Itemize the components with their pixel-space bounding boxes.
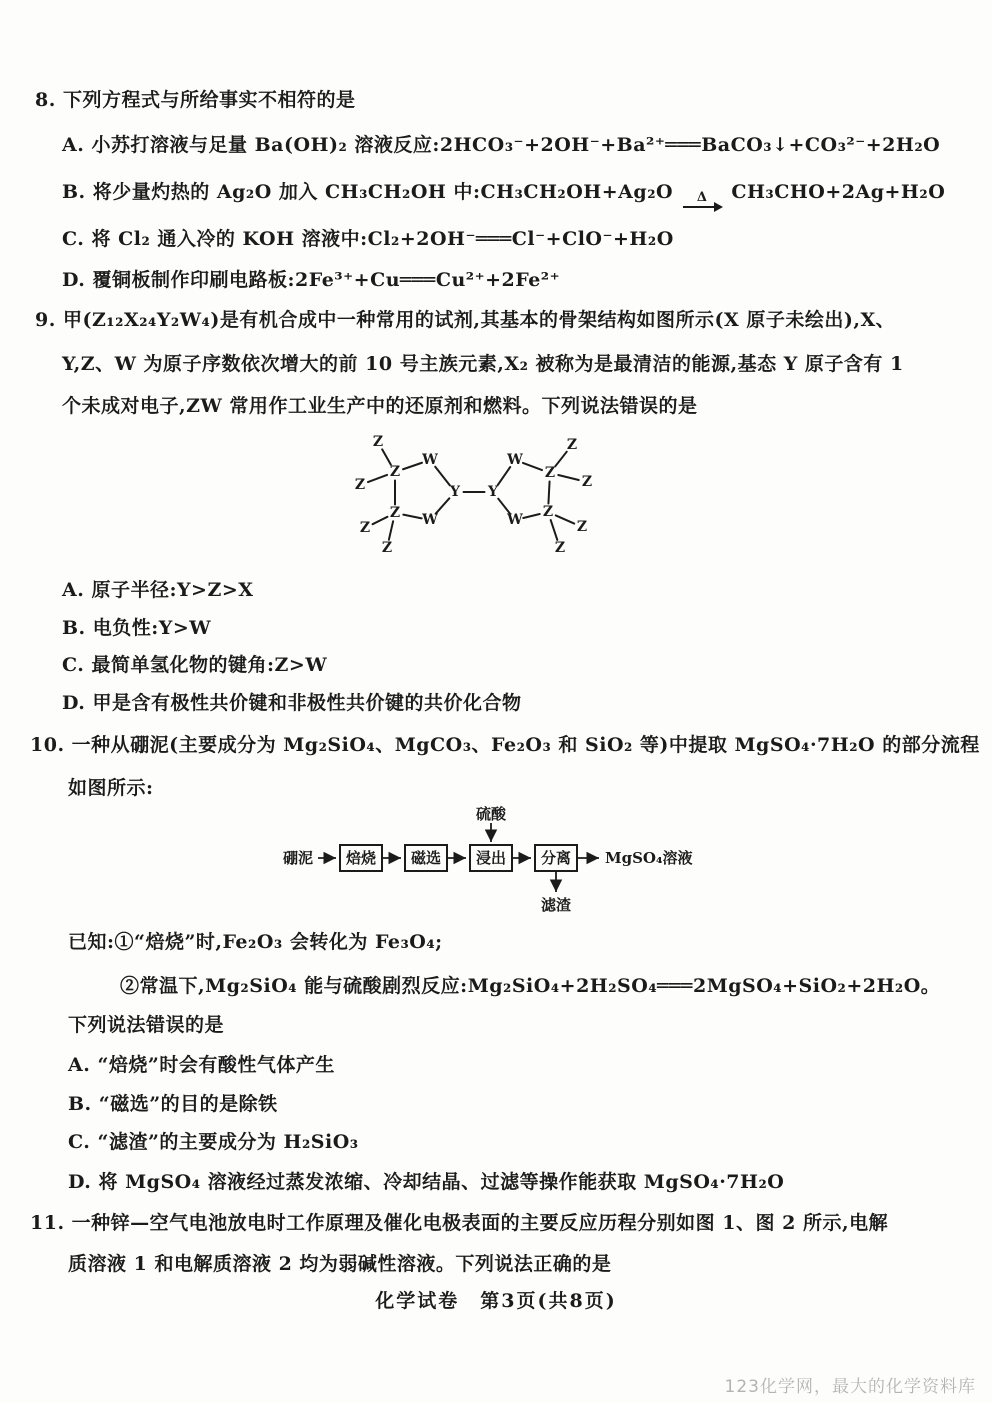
bond-line [498, 467, 510, 485]
bond-line [373, 517, 388, 524]
bond-line [389, 521, 393, 539]
atom-label: W [507, 452, 523, 468]
bond-line [403, 515, 421, 519]
q10-stem: 下列说法错误的是 [68, 1014, 225, 1036]
q10-line2: 如图所示: [68, 777, 154, 799]
flow-source-label: 硼泥 [282, 849, 314, 867]
atom-label: Z [554, 540, 566, 556]
q10-line1: 10. 一种从硼泥(主要成分为 Mg₂SiO₄、MgCO₃、Fe₂O₃ 和 SiO₂ 等)中提取 MgSO₄·7H₂O 的部分流程 [30, 734, 980, 756]
q8-option-d: D. 覆铜板制作印刷电路板:2Fe³⁺+Cu═══Cu²⁺+2Fe²⁺ [62, 269, 561, 291]
bond-line [435, 467, 450, 486]
q10-option-c: C. “滤渣”的主要成分为 H₂SiO₃ [68, 1131, 359, 1153]
q10-option-d: D. 将 MgSO₄ 溶液经过蒸发浓缩、冷却结晶、过滤等操作能获取 MgSO₄·7H₂O [68, 1171, 785, 1193]
q8-title: 8. 下列方程式与所给事实不相符的是 [35, 89, 356, 111]
q9-line1: 9. 甲(Z₁₂X₂₄Y₂W₄)是有机合成中一种常用的试剂,其基本的骨架结构如图所示(X 原子未绘出),X、 [35, 309, 896, 331]
delta-symbol: Δ [696, 190, 708, 205]
bond-line [556, 515, 574, 523]
atom-label: Z [576, 519, 588, 535]
atom-label: W [422, 512, 438, 528]
flow-bottom-output-label: 滤渣 [540, 896, 572, 914]
q8-option-b-pre: B. 将少量灼热的 Ag₂O 加入 CH₃CH₂OH 中:CH₃CH₂OH+Ag₂O [62, 181, 674, 203]
q9-line3: 个未成对电子,ZW 常用作工业生产中的还原剂和燃料。下列说法错误的是 [62, 395, 698, 417]
atom-label: Z [389, 464, 401, 480]
atom-label: Z [544, 465, 556, 481]
atom-label: Z [389, 505, 401, 521]
q9-option-a: A. 原子半径:Y>Z>X [62, 579, 254, 601]
arrow-shaft [683, 206, 721, 208]
bond-line [548, 481, 549, 503]
q10-known1: 已知:①“焙烧”时,Fe₂O₃ 会转化为 Fe₃O₄; [68, 931, 443, 953]
atom-label: Z [372, 434, 384, 450]
flow-product-label: MgSO₄溶液 [605, 849, 693, 867]
flow-box-separation-label: 分离 [540, 849, 572, 867]
flow-box-magnetic-separation-label: 磁选 [410, 849, 442, 867]
atom-label: Z [359, 520, 371, 536]
q11-line1: 11. 一种锌—空气电池放电时工作原理及催化电极表面的主要反应历程分别如图 1、图 2 所示,电解 [30, 1212, 889, 1234]
bond-line [555, 452, 566, 467]
flow-box-leaching-label: 浸出 [475, 849, 507, 867]
delta-reaction-arrow [683, 192, 721, 208]
bond-line [382, 449, 391, 464]
atom-label: Z [542, 504, 554, 520]
watermark: 123化学网，最大的化学资料库 [724, 1377, 976, 1397]
q8-option-a: A. 小苏打溶液与足量 Ba(OH)₂ 溶液反应:2HCO₃⁻+2OH⁻+Ba²⁺═══BaCO₃↓+CO₃²⁻+2H₂O [62, 134, 941, 156]
atom-label: Z [354, 477, 366, 493]
bond-line [368, 475, 387, 482]
atom-label: W [422, 452, 438, 468]
q10-option-a: A. “焙烧”时会有酸性气体产生 [68, 1054, 335, 1076]
process-flow-diagram [256, 800, 716, 918]
q10-option-b: B. “磁选”的目的是除铁 [68, 1093, 278, 1115]
q9-option-c: C. 最简单氢化物的键角:Z>W [62, 654, 328, 676]
q9-line2: Y,Z、W 为原子序数依次增大的前 10 号主族元素,X₂ 被称为是最清洁的能源,基态 Y 原子含有 1 [62, 353, 904, 375]
atom-label: Z [381, 540, 393, 556]
q11-line2: 质溶液 1 和电解质溶液 2 均为弱碱性溶液。下列说法正确的是 [68, 1253, 612, 1275]
bond-line [558, 475, 578, 480]
bond-line [403, 463, 422, 469]
q9-option-d: D. 甲是含有极性共价键和非极性共价键的共价化合物 [62, 692, 522, 714]
bond-line [551, 520, 558, 540]
page-footer: 化学试卷 第3页(共8页) [375, 1290, 617, 1312]
molecule-skeleton-figure [330, 432, 630, 572]
q8-option-b [62, 180, 945, 208]
atom-label: Y [450, 484, 460, 500]
bond-line [523, 463, 542, 470]
bond-line [523, 514, 539, 518]
atom-label: Y [488, 484, 498, 500]
q10-known2: ②常温下,Mg₂SiO₄ 能与硫酸剧烈反应:Mg₂SiO₄+2H₂SO₄═══2MgSO₄+SiO₂+2H₂O。 [120, 975, 941, 997]
atom-label: Z [581, 474, 593, 490]
atom-label: Z [566, 437, 578, 453]
q8-option-b-post: CH₃CHO+2Ag+H₂O [731, 181, 946, 203]
flow-top-input-label: 硫酸 [475, 805, 507, 823]
q9-option-b: B. 电负性:Y>W [62, 617, 212, 639]
flow-box-roasting-label: 焙烧 [345, 849, 377, 867]
atom-label: W [507, 512, 523, 528]
q8-option-c: C. 将 Cl₂ 通入冷的 KOH 溶液中:Cl₂+2OH⁻═══Cl⁻+ClO⁻+H₂O [62, 228, 674, 250]
